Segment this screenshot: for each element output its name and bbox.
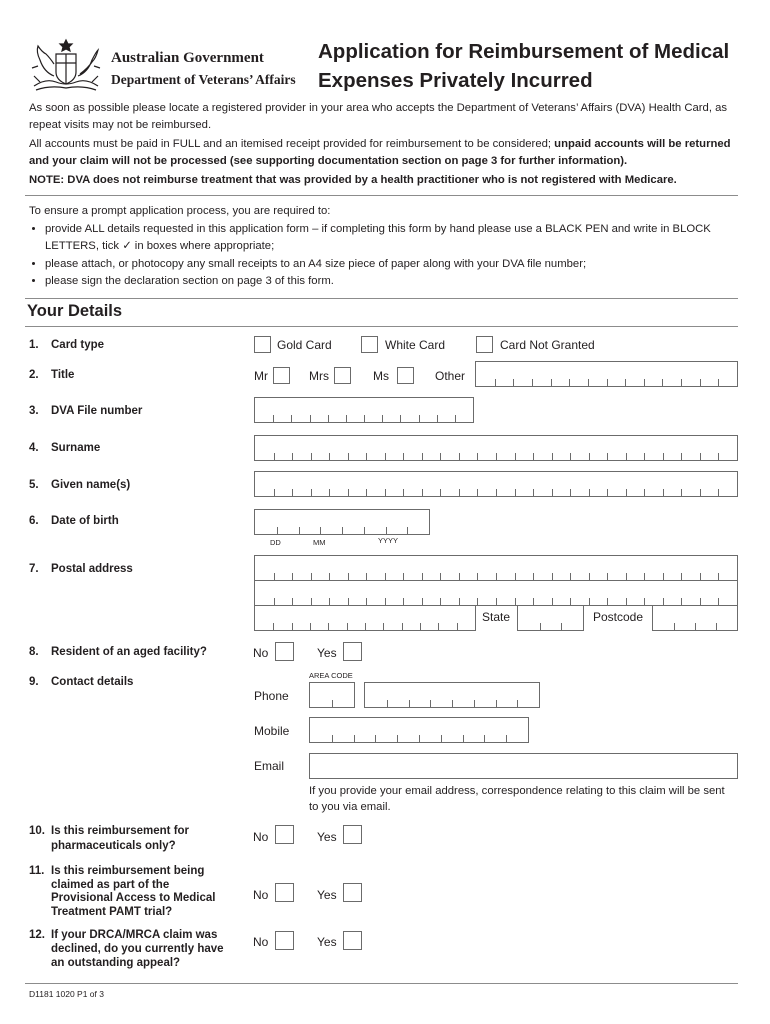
char-cell-divider xyxy=(474,700,475,707)
char-cell-divider xyxy=(552,489,553,496)
char-cell-divider xyxy=(366,489,367,496)
char-cell-divider xyxy=(533,489,534,496)
question-aged-facility: 8. Resident of an aged facility? xyxy=(29,646,207,658)
char-cell-divider xyxy=(700,453,701,460)
char-cell-divider xyxy=(292,489,293,496)
pamt-yes-label: Yes xyxy=(317,888,337,902)
pamt-no-label: No xyxy=(253,888,269,902)
char-cell-divider xyxy=(496,489,497,496)
pamt-yes-checkbox[interactable] xyxy=(343,883,362,902)
aged-facility-yes-label: Yes xyxy=(317,646,337,660)
state-input[interactable] xyxy=(517,605,584,631)
char-cell-divider xyxy=(420,623,421,630)
char-cell-divider xyxy=(570,573,571,580)
char-cell-divider xyxy=(495,379,496,386)
mr-label: Mr xyxy=(254,369,268,383)
question-postal-address: 7. Postal address xyxy=(29,563,133,575)
char-cell-divider xyxy=(477,573,478,580)
email-input[interactable] xyxy=(309,753,738,779)
question-contact-details: 9. Contact details xyxy=(29,676,134,688)
question-pharmaceuticals: 10. Is this reimbursement for pharmaceuticals only? xyxy=(29,825,190,852)
char-cell-divider xyxy=(644,379,645,386)
char-cell-divider xyxy=(589,489,590,496)
char-cell-divider xyxy=(459,453,460,460)
char-cell-divider xyxy=(348,598,349,605)
char-cell-divider xyxy=(662,379,663,386)
char-cell-divider xyxy=(403,598,404,605)
aged-facility-no-checkbox[interactable] xyxy=(275,642,294,661)
char-cell-divider xyxy=(626,453,627,460)
gold-card-label: Gold Card xyxy=(277,338,332,352)
char-cell-divider xyxy=(366,598,367,605)
char-cell-divider xyxy=(626,598,627,605)
char-cell-divider xyxy=(407,527,408,534)
char-cell-divider xyxy=(332,700,333,707)
char-cell-divider xyxy=(348,573,349,580)
char-cell-divider xyxy=(273,415,274,422)
char-cell-divider xyxy=(419,735,420,742)
char-cell-divider xyxy=(718,573,719,580)
char-cell-divider xyxy=(422,598,423,605)
char-cell-divider xyxy=(320,527,321,534)
pharma-no-label: No xyxy=(253,830,269,844)
char-cell-divider xyxy=(681,489,682,496)
address-line-2-input[interactable] xyxy=(254,580,738,606)
char-cell-divider xyxy=(292,598,293,605)
char-cell-divider xyxy=(551,379,552,386)
char-cell-divider xyxy=(452,700,453,707)
intro-paragraph-2: All accounts must be paid in FULL and an itemised receipt provided for reimbursement to be considered; unpaid accounts will be returned and your claim will not be processed (see supporting documentation section on page 3 for further information). xyxy=(29,138,731,167)
char-cell-divider xyxy=(346,415,347,422)
char-cell-divider xyxy=(700,489,701,496)
char-cell-divider xyxy=(515,598,516,605)
char-cell-divider xyxy=(329,573,330,580)
mrs-checkbox[interactable] xyxy=(334,367,351,384)
instruction-item: • please attach, or photocopy any small receipts to an A4 size piece of paper along with your DVA file number; xyxy=(45,256,741,274)
char-cell-divider xyxy=(570,489,571,496)
char-cell-divider xyxy=(644,489,645,496)
char-cell-divider xyxy=(561,623,562,630)
char-cell-divider xyxy=(663,598,664,605)
char-cell-divider xyxy=(292,623,293,630)
char-cell-divider xyxy=(364,527,365,534)
pharma-yes-checkbox[interactable] xyxy=(343,825,362,844)
char-cell-divider xyxy=(364,415,365,422)
char-cell-divider xyxy=(397,735,398,742)
char-cell-divider xyxy=(589,453,590,460)
char-cell-divider xyxy=(681,379,682,386)
char-cell-divider xyxy=(342,527,343,534)
char-cell-divider xyxy=(459,489,460,496)
char-cell-divider xyxy=(311,489,312,496)
char-cell-divider xyxy=(644,573,645,580)
char-cell-divider xyxy=(552,573,553,580)
char-cell-divider xyxy=(387,700,388,707)
char-cell-divider xyxy=(607,489,608,496)
char-cell-divider xyxy=(409,700,410,707)
char-cell-divider xyxy=(354,735,355,742)
char-cell-divider xyxy=(496,453,497,460)
mr-checkbox[interactable] xyxy=(273,367,290,384)
char-cell-divider xyxy=(700,573,701,580)
instruction-item: • provide ALL details requested in this application form – if completing this form by hand please use a BLACK PEN and write in BLOCK LETTERS, tick ✓ in boxes where appropriate; xyxy=(45,221,741,256)
char-cell-divider xyxy=(328,415,329,422)
char-cell-divider xyxy=(437,415,438,422)
char-cell-divider xyxy=(430,700,431,707)
postcode-label: Postcode xyxy=(593,610,644,624)
char-cell-divider xyxy=(589,598,590,605)
char-cell-divider xyxy=(441,735,442,742)
char-cell-divider xyxy=(477,598,478,605)
char-cell-divider xyxy=(419,415,420,422)
char-cell-divider xyxy=(403,489,404,496)
char-cell-divider xyxy=(365,623,366,630)
address-line-1-input[interactable] xyxy=(254,555,738,581)
char-cell-divider xyxy=(552,453,553,460)
email-label: Email xyxy=(254,759,285,773)
other-label: Other xyxy=(435,369,466,383)
mobile-input[interactable] xyxy=(309,717,529,743)
char-cell-divider xyxy=(540,623,541,630)
char-cell-divider xyxy=(440,598,441,605)
question-outstanding-appeal: 12. If your DRCA/MRCA claim was declined, do you currently have an outstanding appeal? xyxy=(29,929,224,969)
char-cell-divider xyxy=(626,489,627,496)
pamt-no-checkbox[interactable] xyxy=(275,883,294,902)
instruction-item: • please sign the declaration section on page 3 of this form. xyxy=(45,273,741,291)
dob-input[interactable] xyxy=(254,509,430,535)
department-name: Department of Veterans’ Affairs xyxy=(111,72,296,87)
char-cell-divider xyxy=(625,379,626,386)
char-cell-divider xyxy=(718,379,719,386)
appeal-yes-label: Yes xyxy=(317,935,337,949)
appeal-yes-checkbox[interactable] xyxy=(343,931,362,950)
char-cell-divider xyxy=(277,527,278,534)
dob-day-label: DD xyxy=(270,538,281,547)
char-cell-divider xyxy=(274,573,275,580)
suburb-input[interactable] xyxy=(254,605,476,631)
char-cell-divider xyxy=(310,415,311,422)
char-cell-divider xyxy=(348,489,349,496)
char-cell-divider xyxy=(459,598,460,605)
phone-number-input[interactable] xyxy=(364,682,540,708)
white-card-label: White Card xyxy=(385,338,446,352)
char-cell-divider xyxy=(506,735,507,742)
char-cell-divider xyxy=(329,489,330,496)
question-given-names: 5. Given name(s) xyxy=(29,479,131,491)
char-cell-divider xyxy=(681,453,682,460)
phone-area-code-input[interactable] xyxy=(309,682,355,708)
char-cell-divider xyxy=(311,573,312,580)
char-cell-divider xyxy=(496,573,497,580)
char-cell-divider xyxy=(328,623,329,630)
char-cell-divider xyxy=(329,453,330,460)
char-cell-divider xyxy=(663,573,664,580)
postcode-input[interactable] xyxy=(652,605,738,631)
char-cell-divider xyxy=(513,379,514,386)
question-pamt-trial: 11. Is this reimbursement being claimed as part of the Provisional Access to Medical Treatment PAMT trial? xyxy=(29,865,216,918)
char-cell-divider xyxy=(718,598,719,605)
surname-input[interactable] xyxy=(254,435,738,461)
char-cell-divider xyxy=(400,415,401,422)
char-cell-divider xyxy=(299,527,300,534)
pharma-yes-label: Yes xyxy=(317,830,337,844)
char-cell-divider xyxy=(310,623,311,630)
char-cell-divider xyxy=(716,623,717,630)
char-cell-divider xyxy=(385,489,386,496)
char-cell-divider xyxy=(552,598,553,605)
char-cell-divider xyxy=(348,453,349,460)
divider xyxy=(25,298,738,299)
state-label: State xyxy=(482,610,511,624)
char-cell-divider xyxy=(533,573,534,580)
char-cell-divider xyxy=(311,453,312,460)
char-cell-divider xyxy=(311,598,312,605)
char-cell-divider xyxy=(700,598,701,605)
other-title-input[interactable] xyxy=(475,361,738,387)
area-code-label: AREA CODE xyxy=(309,671,353,680)
char-cell-divider xyxy=(459,573,460,580)
char-cell-divider xyxy=(607,598,608,605)
char-cell-divider xyxy=(496,598,497,605)
char-cell-divider xyxy=(329,598,330,605)
char-cell-divider xyxy=(607,453,608,460)
card-not-granted-checkbox[interactable] xyxy=(476,336,493,353)
gold-card-checkbox[interactable] xyxy=(254,336,271,353)
char-cell-divider xyxy=(588,379,589,386)
mrs-label: Mrs xyxy=(309,369,329,383)
char-cell-divider xyxy=(422,573,423,580)
char-cell-divider xyxy=(403,453,404,460)
char-cell-divider xyxy=(626,573,627,580)
char-cell-divider xyxy=(569,379,570,386)
ms-label: Ms xyxy=(373,369,389,383)
char-cell-divider xyxy=(385,453,386,460)
char-cell-divider xyxy=(422,489,423,496)
white-card-checkbox[interactable] xyxy=(361,336,378,353)
char-cell-divider xyxy=(440,573,441,580)
char-cell-divider xyxy=(533,598,534,605)
char-cell-divider xyxy=(383,623,384,630)
char-cell-divider xyxy=(457,623,458,630)
char-cell-divider xyxy=(515,453,516,460)
pharma-no-checkbox[interactable] xyxy=(275,825,294,844)
char-cell-divider xyxy=(644,598,645,605)
char-cell-divider xyxy=(463,735,464,742)
char-cell-divider xyxy=(347,623,348,630)
char-cell-divider xyxy=(291,415,292,422)
divider xyxy=(25,983,738,984)
char-cell-divider xyxy=(438,623,439,630)
char-cell-divider xyxy=(292,573,293,580)
question-title: 2. Title xyxy=(29,369,75,381)
char-cell-divider xyxy=(455,415,456,422)
question-dob: 6. Date of birth xyxy=(29,515,119,527)
page-title: Application for Reimbursement of Medical Expenses Privately Incurred xyxy=(318,40,730,92)
char-cell-divider xyxy=(385,573,386,580)
char-cell-divider xyxy=(674,623,675,630)
char-cell-divider xyxy=(274,598,275,605)
intro-paragraph-1: As soon as possible please locate a registered provider in your area who accepts the Department of Veterans’ Affairs (DVA) Health Card, as repeat visits may not be reimbursed. xyxy=(29,102,728,131)
divider xyxy=(25,195,738,196)
char-cell-divider xyxy=(366,573,367,580)
char-cell-divider xyxy=(533,453,534,460)
form-code: D1181 1020 P1 of 3 xyxy=(29,989,104,999)
char-cell-divider xyxy=(274,453,275,460)
char-cell-divider xyxy=(477,453,478,460)
question-dva-file: 3. DVA File number xyxy=(29,405,143,417)
char-cell-divider xyxy=(532,379,533,386)
char-cell-divider xyxy=(422,453,423,460)
char-cell-divider xyxy=(700,379,701,386)
char-cell-divider xyxy=(292,453,293,460)
ms-checkbox[interactable] xyxy=(397,367,414,384)
appeal-no-label: No xyxy=(253,935,269,949)
char-cell-divider xyxy=(517,700,518,707)
coat-of-arms-logo xyxy=(26,36,106,96)
char-cell-divider xyxy=(607,379,608,386)
char-cell-divider xyxy=(274,489,275,496)
char-cell-divider xyxy=(718,489,719,496)
char-cell-divider xyxy=(607,573,608,580)
char-cell-divider xyxy=(402,623,403,630)
appeal-no-checkbox[interactable] xyxy=(275,931,294,950)
char-cell-divider xyxy=(718,453,719,460)
mobile-label: Mobile xyxy=(254,724,290,738)
question-card-type: 1. Card type xyxy=(29,339,105,351)
char-cell-divider xyxy=(273,623,274,630)
char-cell-divider xyxy=(440,453,441,460)
char-cell-divider xyxy=(681,598,682,605)
char-cell-divider xyxy=(515,489,516,496)
phone-label: Phone xyxy=(254,689,289,703)
char-cell-divider xyxy=(663,489,664,496)
aged-facility-yes-checkbox[interactable] xyxy=(343,642,362,661)
divider xyxy=(25,326,738,327)
char-cell-divider xyxy=(385,598,386,605)
char-cell-divider xyxy=(375,735,376,742)
char-cell-divider xyxy=(570,453,571,460)
char-cell-divider xyxy=(496,700,497,707)
question-surname: 4. Surname xyxy=(29,442,101,454)
char-cell-divider xyxy=(477,489,478,496)
char-cell-divider xyxy=(695,623,696,630)
aged-facility-no-label: No xyxy=(253,646,269,660)
char-cell-divider xyxy=(366,453,367,460)
section-title: Your Details xyxy=(27,302,123,320)
card-not-granted-label: Card Not Granted xyxy=(500,338,595,352)
instructions: To ensure a prompt application process, you are required to: • provide ALL details requested in this application form – if completing this form by hand please use a BLACK PEN and write in BLOCK LETTERS, tick ✓ in boxes where appropriate; • please attach, or photocopy any small receipts to an A4 size piece of paper along with your DVA file number; • please sign the declaration section on page 3 of this form. xyxy=(29,203,741,291)
intro-note: NOTE: DVA does not reimburse treatment that was provided by a health practitioner who is not registered with Medicare. xyxy=(29,174,677,186)
dob-month-label: MM xyxy=(313,538,326,547)
given-names-input[interactable] xyxy=(254,471,738,497)
char-cell-divider xyxy=(382,415,383,422)
char-cell-divider xyxy=(386,527,387,534)
char-cell-divider xyxy=(484,735,485,742)
gov-name: Australian Government xyxy=(111,50,264,66)
char-cell-divider xyxy=(403,573,404,580)
char-cell-divider xyxy=(440,489,441,496)
char-cell-divider xyxy=(332,735,333,742)
char-cell-divider xyxy=(589,573,590,580)
char-cell-divider xyxy=(570,598,571,605)
char-cell-divider xyxy=(515,573,516,580)
email-note: If you provide your email address, correspondence relating to this claim will be sent to you via email. xyxy=(309,785,725,813)
char-cell-divider xyxy=(644,453,645,460)
char-cell-divider xyxy=(663,453,664,460)
char-cell-divider xyxy=(681,573,682,580)
dva-file-number-input[interactable] xyxy=(254,397,474,423)
dob-year-label: YYYY xyxy=(378,536,399,545)
